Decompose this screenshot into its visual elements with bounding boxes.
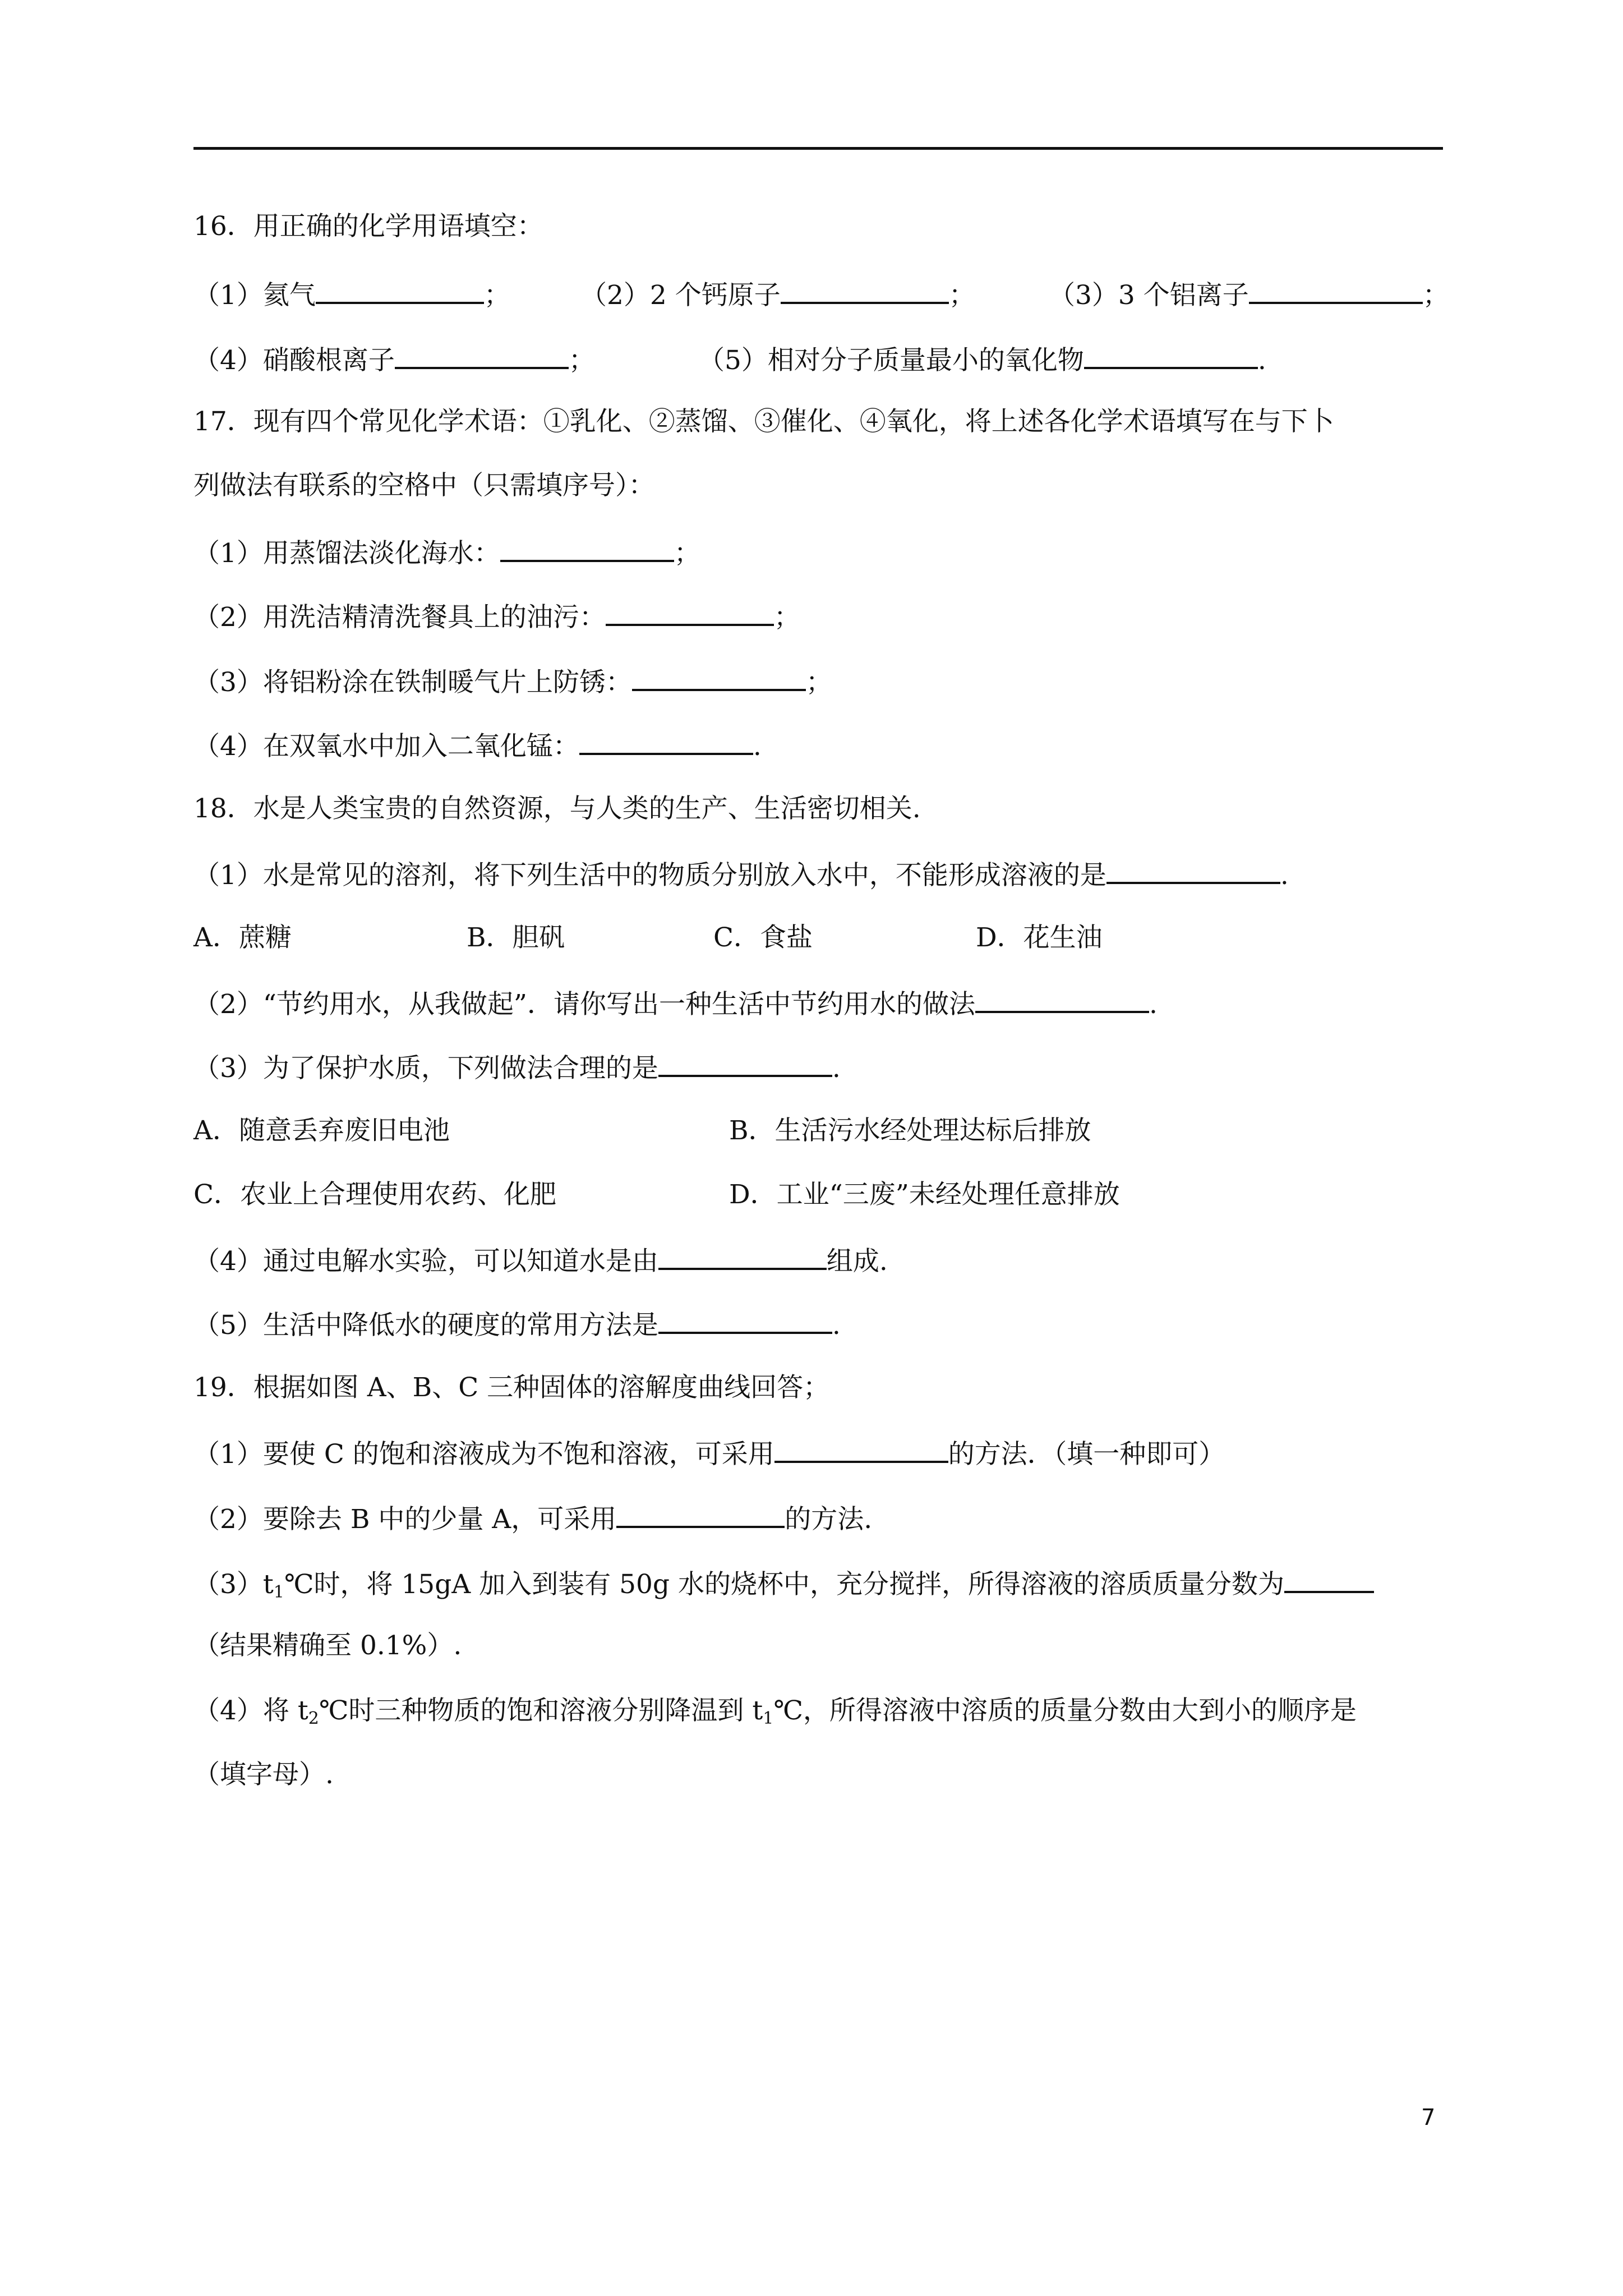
q19-p2-after: 的方法. [785, 1504, 873, 1535]
answer-blank[interactable] [632, 663, 806, 691]
q19-part4 [193, 1694, 1357, 1728]
separator: ； [483, 280, 510, 311]
page-number: 7 [1421, 2105, 1436, 2131]
q18-p1-label: （1）水是常见的溶剂，将下列生活中的物质分别放入水中，不能形成溶液的是 [193, 860, 1106, 891]
q16-part4 [193, 341, 595, 378]
q19-title [193, 1371, 829, 1405]
q16-part3 [1049, 276, 1449, 312]
option-b[interactable]: B．胆矾 [467, 922, 565, 953]
q16-part2 [580, 276, 975, 312]
q19-part3 [193, 1565, 1374, 1602]
separator: ； [674, 538, 700, 569]
answer-blank[interactable] [500, 534, 674, 562]
q17-part4 [193, 727, 762, 761]
q19-part3-line2 [193, 1629, 462, 1663]
subscript: 2 [308, 1709, 319, 1728]
q19-p2-label: （2）要除去 B 中的少量 A，可采用 [193, 1504, 617, 1535]
q18-part5 [193, 1306, 841, 1340]
answer-blank[interactable] [1284, 1565, 1374, 1593]
q17-p4-label: （4）在双氧水中加入二氧化锰： [193, 731, 579, 762]
q17-title-line1 [193, 405, 1334, 439]
answer-blank[interactable] [658, 1306, 832, 1334]
answer-blank[interactable] [316, 276, 484, 304]
answer-blank[interactable] [616, 1500, 785, 1528]
q16-part1 [193, 276, 510, 312]
answer-blank[interactable] [774, 1435, 948, 1463]
answer-blank[interactable] [1249, 276, 1423, 304]
separator: ； [948, 280, 975, 311]
period: . [1149, 989, 1158, 1020]
option-c[interactable]: C．农业上合理使用农药、化肥 [193, 1179, 556, 1210]
option-d[interactable]: D．花生油 [976, 922, 1103, 953]
q19-title-text: 19．根据如图 A、B、C 三种固体的溶解度曲线回答； [193, 1372, 830, 1403]
q17-part3 [193, 663, 832, 697]
answer-blank[interactable] [579, 727, 753, 755]
q19-part2 [193, 1500, 872, 1534]
period: . [832, 1310, 841, 1341]
q19-p4-label-end: ℃，所得溶液中溶质的质量分数由大到小的顺序是 [773, 1695, 1357, 1726]
q18-part4 [193, 1242, 888, 1276]
q18-part1 [193, 856, 1289, 890]
q18-p3-label: （3）为了保护水质，下列做法合理的是 [193, 1053, 658, 1084]
q18-p5-label: （5）生活中降低水的硬度的常用方法是 [193, 1310, 658, 1341]
q17-title-line2 [193, 469, 655, 503]
subscript: 1 [273, 1582, 284, 1602]
q19-part4-line2 [193, 1758, 334, 1792]
q19-p4-label-middle: ℃时三种物质的饱和溶液分别降温到 t [319, 1695, 763, 1726]
q17-part1 [193, 534, 700, 568]
q19-part1 [193, 1435, 1225, 1469]
q16-p4-label: （4）硝酸根离子 [193, 345, 395, 376]
q18-p2-label: （2）“节约用水，从我做起”．请你写出一种生活中节约用水的做法 [193, 989, 975, 1020]
answer-blank[interactable] [975, 985, 1149, 1013]
q16-part5 [698, 341, 1266, 378]
q19-p1-after: 的方法．（填一种即可） [948, 1439, 1225, 1470]
q16-p1-label: （1）氦气 [193, 280, 316, 311]
period: . [753, 731, 762, 762]
q16-title [193, 210, 543, 243]
answer-blank[interactable] [1084, 341, 1258, 369]
answer-blank[interactable] [606, 598, 774, 626]
period: . [1257, 345, 1266, 376]
separator: ； [773, 602, 800, 633]
q18-p4-after: 组成. [826, 1246, 888, 1277]
answer-blank[interactable] [781, 276, 949, 304]
q17-p1-label: （1）用蒸馏法淡化海水： [193, 538, 500, 569]
q17-p2-label: （2）用洗洁精清洗餐具上的油污： [193, 602, 606, 633]
option-d[interactable]: D．工业“三废”未经处理任意排放 [729, 1179, 1120, 1210]
separator: ； [805, 667, 832, 698]
q16-p2-label: （2）2 个钙原子 [580, 280, 781, 311]
q17-part2 [193, 598, 800, 632]
q16-p3-label: （3）3 个铝离子 [1049, 280, 1249, 311]
q19-p3-label-end: ℃时，将 15gA 加入到装有 50g 水的烧杯中，充分搅拌，所得溶液的溶质质量分数为 [284, 1569, 1284, 1600]
q16-p5-label: （5）相对分子质量最小的氧化物 [698, 345, 1084, 376]
q18-p4-label: （4）通过电解水实验，可以知道水是由 [193, 1246, 658, 1277]
option-b[interactable]: B．生活污水经处理达标后排放 [729, 1115, 1091, 1146]
q16-title-text: 16．用正确的化学用语填空： [193, 211, 543, 242]
q19-p4-label-start: （4）将 t [193, 1695, 308, 1726]
q17-title-line1-text: 17．现有四个常见化学术语：①乳化、②蒸馏、③催化、④氧化，将上述各化学术语填写在与下卜 [193, 406, 1334, 437]
q19-p4-line2-text: （填字母）. [193, 1759, 334, 1790]
option-c[interactable]: C．食盐 [713, 922, 813, 953]
header-rule [193, 147, 1443, 150]
q17-title-line2-text: 列做法有联系的空格中（只需填序号）： [193, 470, 655, 501]
answer-blank[interactable] [658, 1242, 827, 1270]
answer-blank[interactable] [658, 1049, 832, 1077]
separator: ； [1422, 280, 1449, 311]
q17-p3-label: （3）将铝粉涂在铁制暖气片上防锈： [193, 667, 632, 698]
option-a[interactable]: A．随意丢弃废旧电池 [193, 1115, 450, 1146]
q19-p1-label: （1）要使 C 的饱和溶液成为不饱和溶液，可采用 [193, 1439, 774, 1470]
option-a[interactable]: A．蔗糖 [193, 922, 292, 953]
period: . [832, 1053, 841, 1084]
answer-blank[interactable] [1106, 856, 1280, 884]
q18-part2 [193, 985, 1158, 1019]
q18-part3 [193, 1049, 841, 1083]
q18-title [193, 792, 921, 826]
q19-p3-line2-text: （结果精确至 0.1%）. [193, 1630, 462, 1661]
subscript: 1 [763, 1709, 774, 1728]
period: . [1280, 860, 1289, 891]
q19-p3-label-start: （3）t [193, 1569, 274, 1600]
q18-title-text: 18．水是人类宝贵的自然资源，与人类的生产、生活密切相关. [193, 793, 921, 824]
answer-blank[interactable] [395, 341, 569, 369]
separator: ； [568, 345, 595, 376]
